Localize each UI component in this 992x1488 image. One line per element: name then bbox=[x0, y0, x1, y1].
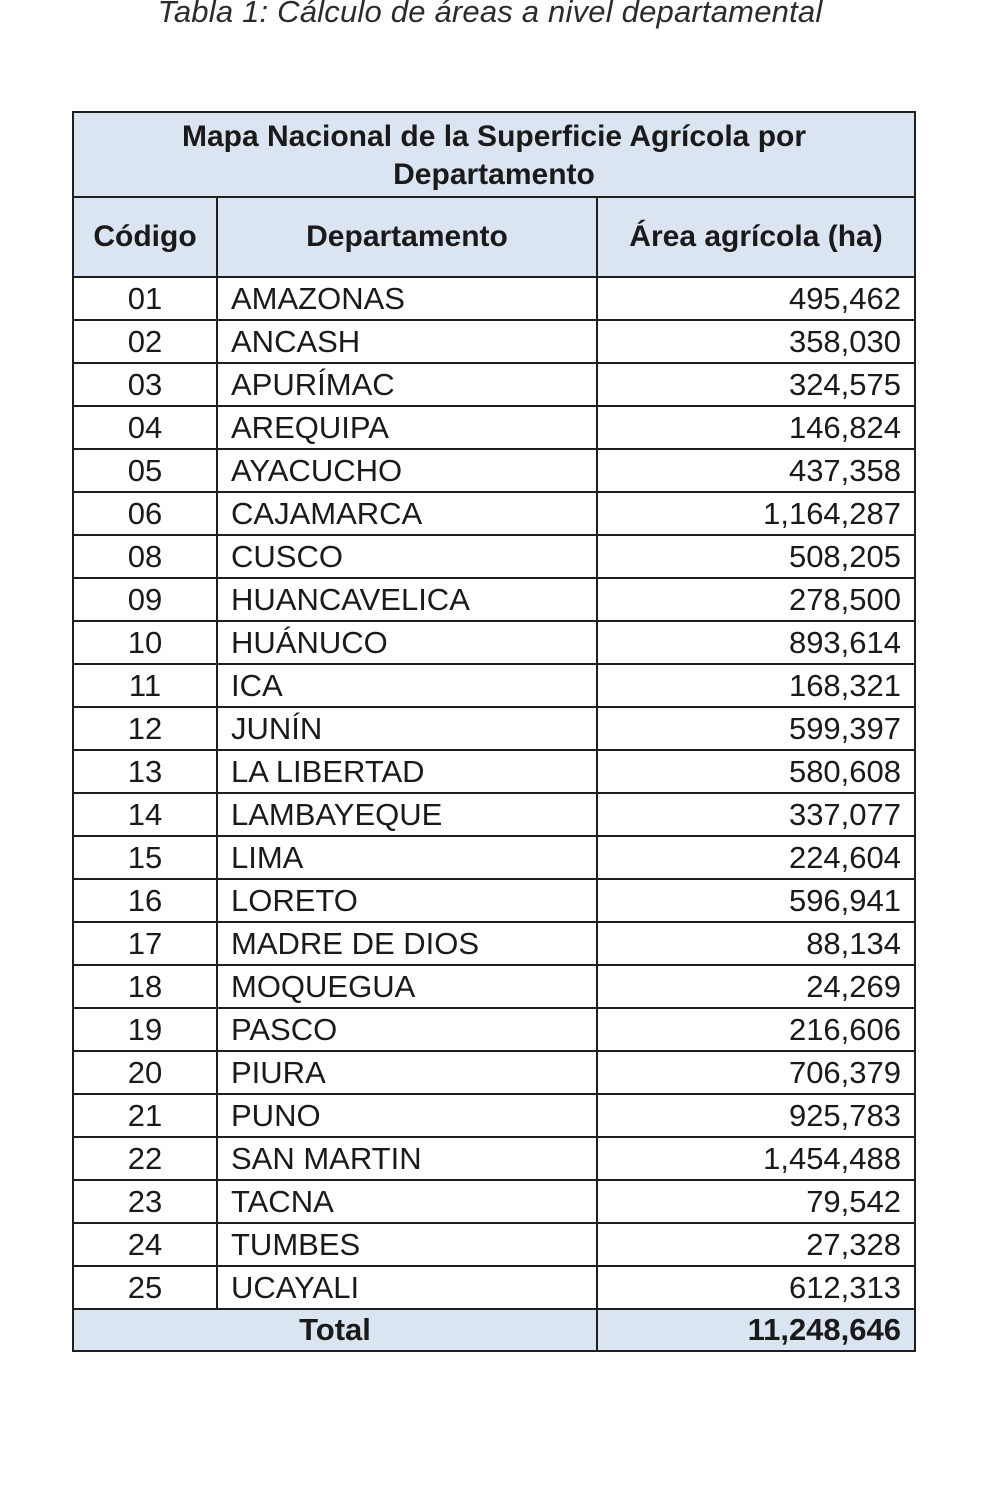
table-row bbox=[73, 1137, 915, 1180]
table-title: Mapa Nacional de la Superficie Agrícola por Departamento bbox=[73, 112, 915, 197]
cell-area: 612,313 bbox=[597, 1266, 915, 1309]
table-row bbox=[73, 1094, 915, 1137]
cell-department: MOQUEGUA bbox=[217, 965, 597, 1008]
cell-area: 216,606 bbox=[597, 1008, 915, 1051]
cell-department: CAJAMARCA bbox=[217, 492, 597, 535]
table-row bbox=[73, 535, 915, 578]
cell-department: APURÍMAC bbox=[217, 363, 597, 406]
cell-area: 168,321 bbox=[597, 664, 915, 707]
table-body bbox=[73, 277, 915, 1309]
table-row bbox=[73, 879, 915, 922]
cell-department: ANCASH bbox=[217, 320, 597, 363]
cell-area: 146,824 bbox=[597, 406, 915, 449]
cell-code: 03 bbox=[73, 363, 217, 406]
total-value: 11,248,646 bbox=[597, 1309, 915, 1351]
cell-area: 79,542 bbox=[597, 1180, 915, 1223]
table-row bbox=[73, 1180, 915, 1223]
cell-code: 19 bbox=[73, 1008, 217, 1051]
cell-department: HUANCAVELICA bbox=[217, 578, 597, 621]
agricultural-area-table bbox=[72, 111, 916, 1352]
cell-code: 08 bbox=[73, 535, 217, 578]
column-header-code: Código bbox=[73, 197, 217, 277]
cell-code: 16 bbox=[73, 879, 217, 922]
table-caption: Tabla 1: Cálculo de áreas a nivel departamental bbox=[157, 0, 823, 29]
cell-area: 596,941 bbox=[597, 879, 915, 922]
cell-department: CUSCO bbox=[217, 535, 597, 578]
cell-code: 04 bbox=[73, 406, 217, 449]
cell-code: 17 bbox=[73, 922, 217, 965]
table-row bbox=[73, 965, 915, 1008]
cell-area: 893,614 bbox=[597, 621, 915, 664]
cell-code: 25 bbox=[73, 1266, 217, 1309]
cell-department: HUÁNUCO bbox=[217, 621, 597, 664]
cell-area: 278,500 bbox=[597, 578, 915, 621]
table-row bbox=[73, 578, 915, 621]
table-row bbox=[73, 492, 915, 535]
cell-area: 27,328 bbox=[597, 1223, 915, 1266]
cell-department: PASCO bbox=[217, 1008, 597, 1051]
cell-code: 24 bbox=[73, 1223, 217, 1266]
cell-code: 12 bbox=[73, 707, 217, 750]
cell-department: MADRE DE DIOS bbox=[217, 922, 597, 965]
cell-area: 324,575 bbox=[597, 363, 915, 406]
cell-area: 495,462 bbox=[597, 277, 915, 320]
cell-department: AMAZONAS bbox=[217, 277, 597, 320]
cell-department: PIURA bbox=[217, 1051, 597, 1094]
cell-department: LIMA bbox=[217, 836, 597, 879]
table-row bbox=[73, 707, 915, 750]
cell-area: 24,269 bbox=[597, 965, 915, 1008]
table-row bbox=[73, 406, 915, 449]
table-title-row bbox=[73, 112, 915, 197]
cell-code: 15 bbox=[73, 836, 217, 879]
cell-area: 88,134 bbox=[597, 922, 915, 965]
table-row bbox=[73, 1051, 915, 1094]
cell-department: ICA bbox=[217, 664, 597, 707]
cell-code: 09 bbox=[73, 578, 217, 621]
cell-department: AREQUIPA bbox=[217, 406, 597, 449]
cell-area: 706,379 bbox=[597, 1051, 915, 1094]
cell-code: 01 bbox=[73, 277, 217, 320]
cell-area: 358,030 bbox=[597, 320, 915, 363]
cell-department: JUNÍN bbox=[217, 707, 597, 750]
cell-area: 1,454,488 bbox=[597, 1137, 915, 1180]
cell-area: 925,783 bbox=[597, 1094, 915, 1137]
table-row bbox=[73, 664, 915, 707]
cell-code: 05 bbox=[73, 449, 217, 492]
table-row bbox=[73, 363, 915, 406]
table-row bbox=[73, 320, 915, 363]
cell-area: 437,358 bbox=[597, 449, 915, 492]
cell-code: 06 bbox=[73, 492, 217, 535]
cell-department: LORETO bbox=[217, 879, 597, 922]
cell-code: 10 bbox=[73, 621, 217, 664]
cell-department: LAMBAYEQUE bbox=[217, 793, 597, 836]
table-row bbox=[73, 277, 915, 320]
cell-area: 580,608 bbox=[597, 750, 915, 793]
cell-code: 13 bbox=[73, 750, 217, 793]
table-row bbox=[73, 1266, 915, 1309]
table-row bbox=[73, 750, 915, 793]
cell-department: TUMBES bbox=[217, 1223, 597, 1266]
cell-code: 21 bbox=[73, 1094, 217, 1137]
cell-area: 508,205 bbox=[597, 535, 915, 578]
total-label: Total bbox=[73, 1309, 597, 1351]
cell-department: TACNA bbox=[217, 1180, 597, 1223]
table-row bbox=[73, 1223, 915, 1266]
cell-code: 14 bbox=[73, 793, 217, 836]
column-header-area: Área agrícola (ha) bbox=[597, 197, 915, 277]
table-row bbox=[73, 922, 915, 965]
table-row bbox=[73, 793, 915, 836]
cell-code: 02 bbox=[73, 320, 217, 363]
total-row bbox=[73, 1309, 915, 1351]
cell-area: 337,077 bbox=[597, 793, 915, 836]
cell-department: PUNO bbox=[217, 1094, 597, 1137]
cell-code: 20 bbox=[73, 1051, 217, 1094]
column-header-department: Departamento bbox=[217, 197, 597, 277]
cell-code: 22 bbox=[73, 1137, 217, 1180]
cell-area: 224,604 bbox=[597, 836, 915, 879]
table-row bbox=[73, 836, 915, 879]
cell-area: 1,164,287 bbox=[597, 492, 915, 535]
cell-code: 11 bbox=[73, 664, 217, 707]
cell-department: SAN MARTIN bbox=[217, 1137, 597, 1180]
column-header-row bbox=[73, 197, 915, 277]
cell-department: AYACUCHO bbox=[217, 449, 597, 492]
cell-department: UCAYALI bbox=[217, 1266, 597, 1309]
table-row bbox=[73, 449, 915, 492]
cell-code: 18 bbox=[73, 965, 217, 1008]
cell-code: 23 bbox=[73, 1180, 217, 1223]
table-row bbox=[73, 621, 915, 664]
cell-department: LA LIBERTAD bbox=[217, 750, 597, 793]
table-row bbox=[73, 1008, 915, 1051]
cell-area: 599,397 bbox=[597, 707, 915, 750]
